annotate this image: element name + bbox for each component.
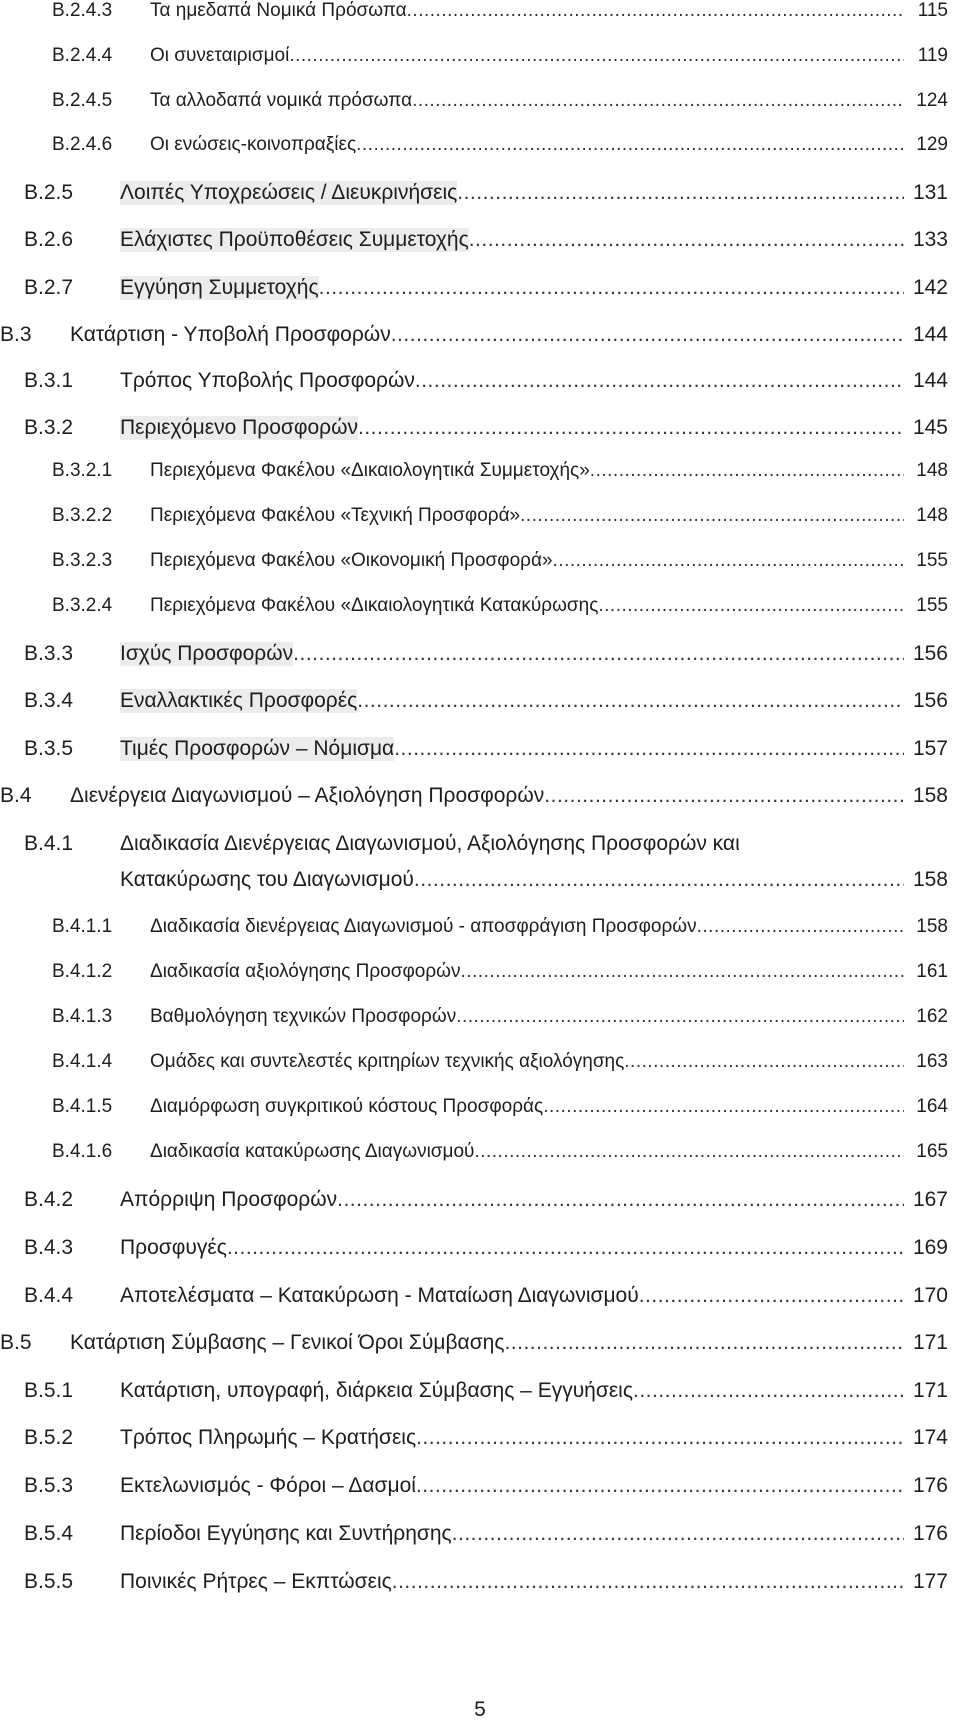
toc-entry-number: B.3.2 (24, 416, 74, 439)
toc-entry[interactable] (0, 1051, 960, 1079)
dot-leader (456, 1006, 904, 1028)
dot-leader (590, 460, 904, 482)
toc-entry[interactable] (0, 323, 960, 355)
dot-leader (416, 1426, 904, 1450)
toc-entry[interactable] (0, 595, 960, 623)
toc-entry-page: 155 (916, 550, 948, 571)
toc-entry-title: Τιμές Προσφορών – Νόμισμα (120, 737, 395, 760)
toc-entry-page: 169 (912, 1236, 948, 1259)
toc-entry-number: B.3.5 (24, 737, 74, 760)
dot-leader (414, 868, 904, 892)
toc-entry-page: 144 (912, 323, 948, 346)
toc-entry-page: 115 (917, 0, 948, 21)
toc-entry-number: B.2.4.3 (52, 0, 113, 21)
page-number-footer: 5 (474, 1698, 486, 1721)
toc-entry-title: Διαδικασία αξιολόγησης Προσφορών (150, 961, 461, 982)
toc-entry-page: 161 (916, 961, 948, 982)
toc-entry-page: 158 (916, 916, 948, 937)
toc-entry-title: Τα αλλοδαπά νομικά πρόσωπα (150, 90, 413, 111)
dot-leader (392, 1570, 904, 1594)
toc-entry[interactable] (0, 1236, 960, 1268)
toc-entry[interactable] (0, 1379, 960, 1411)
toc-entry-number: B.3.2.2 (52, 505, 113, 526)
toc-entry-number: B.3.2.1 (52, 460, 113, 481)
toc-entry-number: B.4.1.3 (52, 1006, 113, 1027)
toc-entry-page: 129 (916, 134, 948, 155)
toc-entry-number: B.4.1.2 (52, 961, 113, 982)
toc-entry-title: Αποτελέσματα – Κατακύρωση - Ματαίωση Διαγωνισμού (120, 1284, 639, 1307)
toc-entry[interactable] (0, 550, 960, 578)
dot-leader (639, 1284, 904, 1308)
toc-entry-number: B.3.2.3 (52, 550, 113, 571)
toc-entry-page: 164 (916, 1096, 948, 1117)
toc-entry-page: 142 (912, 276, 948, 299)
toc-entry-title: Περιεχόμενα Φακέλου «Δικαιολογητικά Συμμετοχής» (150, 460, 590, 481)
dot-leader (227, 1236, 904, 1260)
toc-entry-title: Περιεχόμενα Φακέλου «Τεχνική Προσφορά» (150, 505, 521, 526)
toc-entry-title: Προσφυγές (120, 1236, 227, 1259)
dot-leader (319, 276, 904, 300)
dot-leader (461, 961, 904, 983)
dot-leader (356, 134, 904, 156)
toc-entry[interactable] (0, 1141, 960, 1169)
toc-entry[interactable] (0, 1522, 960, 1554)
toc-entry-number: B.5.3 (24, 1474, 74, 1497)
dot-leader (544, 784, 904, 808)
toc-entry-number: B.5 (0, 1331, 32, 1354)
toc-entry[interactable] (0, 1006, 960, 1034)
toc-entry-number: B.3.1 (24, 369, 74, 392)
toc-entry-number: B.2.7 (24, 276, 74, 299)
toc-entry-title: Τρόπος Υποβολής Προσφορών (120, 369, 415, 392)
dot-leader (337, 1188, 904, 1212)
toc-entry-title: Ισχύς Προσφορών (120, 642, 294, 665)
toc-entry[interactable] (0, 1474, 960, 1506)
toc-entry-number: B.4.2 (24, 1188, 74, 1211)
toc-entry-title: Περιεχόμενο Προσφορών (120, 416, 359, 439)
toc-entry-page: 165 (916, 1141, 948, 1162)
toc-entry-number: B.5.1 (24, 1379, 74, 1402)
toc-entry[interactable] (0, 1331, 960, 1363)
toc-entry-page: 167 (912, 1188, 948, 1211)
toc-entry-number: B.3.2.4 (52, 595, 113, 616)
toc-entry-title: Περιεχόμενα Φακέλου «Δικαιολογητικά Κατακύρωσης (150, 595, 599, 616)
toc-entry[interactable] (0, 1096, 960, 1124)
toc-entry[interactable] (0, 228, 960, 260)
toc-entry-title: Διενέργεια Διαγωνισμού – Αξιολόγηση Προσφορών (70, 784, 545, 807)
toc-entry[interactable] (0, 832, 960, 891)
toc-entry[interactable] (0, 784, 960, 816)
toc-entry[interactable] (0, 369, 960, 401)
toc-entry-page: 157 (912, 737, 948, 760)
toc-entry-page: 163 (916, 1051, 948, 1072)
toc-entry[interactable] (0, 0, 960, 28)
toc-entry-page: 145 (912, 416, 948, 439)
toc-entry-page: 131 (912, 181, 948, 204)
toc-entry-number: B.4.3 (24, 1236, 74, 1259)
toc-entry-page: 176 (912, 1522, 948, 1545)
toc-entry-title: Διαδικασία κατακύρωσης Διαγωνισμού (150, 1141, 475, 1162)
toc-entry-title: Κατάρτιση, υπογραφή, διάρκεια Σύμβασης – Εγγυήσεις (120, 1379, 633, 1402)
dot-leader (412, 90, 904, 112)
toc-entry-page: 156 (912, 689, 948, 712)
toc-entry-page: 158 (912, 868, 948, 891)
toc-entry-number: B.4.1.6 (52, 1141, 113, 1162)
toc-entry-title-continued: Κατακύρωσης του Διαγωνισμού (120, 868, 414, 891)
toc-entry-title: Διαμόρφωση συγκριτικού κόστους Προσφοράς (150, 1096, 544, 1117)
toc-entry-title: Απόρριψη Προσφορών (120, 1188, 338, 1211)
toc-entry-page: 119 (917, 45, 948, 66)
toc-entry-number: B.2.5 (24, 181, 74, 204)
toc-entry-number: B.5.2 (24, 1426, 74, 1449)
toc-entry[interactable] (0, 916, 960, 944)
toc-entry[interactable] (0, 689, 960, 721)
toc-entry[interactable] (0, 460, 960, 488)
toc-entry[interactable] (0, 1426, 960, 1458)
dot-leader (543, 1096, 904, 1118)
toc-entry-page: 133 (912, 228, 948, 251)
toc-entry[interactable] (0, 1570, 960, 1602)
dot-leader (553, 550, 904, 572)
dot-leader (407, 0, 904, 22)
toc-entry-title: Ελάχιστες Προϋποθέσεις Συμμετοχής (120, 228, 469, 251)
toc-entry-page: 158 (912, 784, 948, 807)
dot-leader (624, 1051, 904, 1073)
toc-entry-number: B.2.4.5 (52, 90, 113, 111)
dot-leader (598, 595, 904, 617)
dot-leader (452, 1522, 904, 1546)
dot-leader (289, 45, 904, 67)
toc-entry[interactable] (0, 416, 960, 448)
toc-entry-title: Βαθμολόγηση τεχνικών Προσφορών (150, 1006, 457, 1027)
toc-entry-page: 148 (916, 505, 948, 526)
toc-entry[interactable] (0, 181, 960, 213)
dot-leader (457, 181, 904, 205)
toc-entry-title: Κατάρτιση - Υποβολή Προσφορών (70, 323, 391, 346)
toc-entry[interactable] (0, 642, 960, 674)
toc-entry[interactable] (0, 961, 960, 989)
toc-entry[interactable] (0, 90, 960, 118)
toc-entry-page: 155 (916, 595, 948, 616)
toc-entry-number: B.4 (0, 784, 32, 807)
toc-entry-title: Κατάρτιση Σύμβασης – Γενικοί Όροι Σύμβασης (70, 1331, 505, 1354)
toc-entry-page: 162 (916, 1006, 948, 1027)
toc-entry[interactable] (0, 505, 960, 533)
toc-entry-page: 176 (912, 1474, 948, 1497)
toc-entry-title: Τρόπος Πληρωμής – Κρατήσεις (120, 1426, 417, 1449)
dot-leader (469, 228, 904, 252)
toc-entry-page: 170 (912, 1284, 948, 1307)
toc-entry-number: B.4.1.1 (52, 916, 113, 937)
toc-entry-page: 177 (912, 1570, 948, 1593)
dot-leader (357, 689, 904, 713)
toc-entry-title: Διαδικασία διενέργειας Διαγωνισμού - αποσφράγιση Προσφορών (150, 916, 697, 937)
dot-leader (394, 737, 904, 761)
toc-entry-number: B.2.6 (24, 228, 74, 251)
toc-entry[interactable] (0, 45, 960, 73)
toc-entry-number: B.4.1 (24, 832, 74, 855)
toc-entry-number: B.5.4 (24, 1522, 74, 1545)
dot-leader (415, 369, 904, 393)
toc-entry-number: B.3.4 (24, 689, 74, 712)
toc-entry[interactable] (0, 1284, 960, 1316)
toc-entry-number: B.3.3 (24, 642, 74, 665)
toc-entry-title: Περιεχόμενα Φακέλου «Οικονομική Προσφορά» (150, 550, 553, 571)
toc-entry-page: 124 (916, 90, 948, 111)
toc-entry-title: Εγγύηση Συμμετοχής (120, 276, 319, 299)
toc-entry[interactable] (0, 134, 960, 162)
toc-entry-number: B.2.4.4 (52, 45, 113, 66)
toc-entry-page: 171 (912, 1379, 948, 1402)
toc-entry-title: Περίοδοι Εγγύησης και Συντήρησης (120, 1522, 452, 1545)
dot-leader (520, 505, 904, 527)
toc-entry[interactable] (0, 1188, 960, 1220)
dot-leader (474, 1141, 904, 1163)
toc-entry-number: B.5.5 (24, 1570, 74, 1593)
toc-entry-number: B.4.1.4 (52, 1051, 113, 1072)
toc-entry-number: B.3 (0, 323, 32, 346)
toc-entry-title: Λοιπές Υποχρεώσεις / Διευκρινήσεις (120, 181, 458, 204)
toc-entry-page: 156 (912, 642, 948, 665)
toc-entry-number: B.4.1.5 (52, 1096, 113, 1117)
dot-leader (504, 1331, 904, 1355)
toc-entry-title: Εναλλακτικές Προσφορές (120, 689, 358, 712)
toc-entry-title: Ομάδες και συντελεστές κριτηρίων τεχνικής αξιολόγησης (150, 1051, 625, 1072)
dot-leader (416, 1474, 904, 1498)
toc-entry-page: 148 (916, 460, 948, 481)
dot-leader (293, 642, 904, 666)
toc-entry-title: Διαδικασία Διενέργειας Διαγωνισμού, Αξιολόγησης Προσφορών και (120, 832, 740, 855)
toc-entry-title: Ποινικές Ρήτρες – Εκπτώσεις (120, 1570, 392, 1593)
toc-entry[interactable] (0, 276, 960, 308)
toc-entry-title: Τα ημεδαπά Νομικά Πρόσωπα (150, 0, 407, 21)
toc-entry-page: 174 (912, 1426, 948, 1449)
toc-entry[interactable] (0, 737, 960, 769)
toc-entry-page: 171 (912, 1331, 948, 1354)
toc-entry-title: Οι ενώσεις-κοινοπραξίες (150, 134, 357, 155)
dot-leader (697, 916, 904, 938)
dot-leader (633, 1379, 904, 1403)
toc-entry-title: Οι συνεταιρισμοί (150, 45, 290, 66)
toc-entry-number: B.2.4.6 (52, 134, 113, 155)
toc-entry-title: Εκτελωνισμός - Φόροι – Δασμοί (120, 1474, 416, 1497)
toc-entry-page: 144 (912, 369, 948, 392)
toc-entry-number: B.4.4 (24, 1284, 74, 1307)
dot-leader (391, 323, 904, 347)
dot-leader (358, 416, 904, 440)
